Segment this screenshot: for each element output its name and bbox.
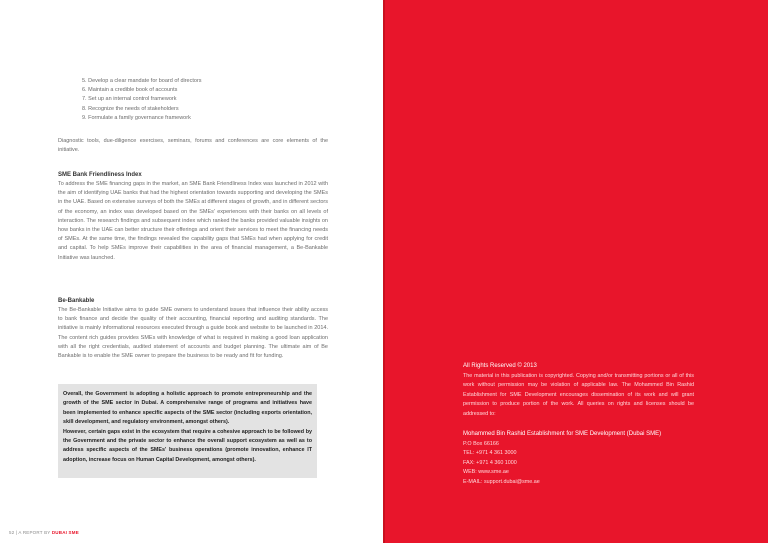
list-item: 5. Develop a clear mandate for board of directors xyxy=(82,78,202,84)
summary-paragraph-2: However, certain gaps exist in the ecosystem that require a cohesive approach to be followed by the Government and the private sector to enhance the overall support ecosystem as well as to address specific aspects of the SMEs' business operations (promote innovation, enhance IT adoption, increase focus on Human Capital Development, amongst others). xyxy=(63,428,312,463)
list-item: 9. Formulate a family governance framework xyxy=(82,114,191,121)
bank-index-heading: SME Bank Friendliness Index xyxy=(58,172,142,178)
left-page xyxy=(0,0,383,543)
contact-line: FAX: +971 4 360 1000 xyxy=(463,459,517,466)
page-footer xyxy=(9,530,79,535)
contact-org: Mohammed Bin Rashid Establishment for SME Development (Dubai SME) xyxy=(463,431,662,437)
list-item: 7. Set up an internal control framework xyxy=(82,96,177,103)
list-item: 8. Recognize the needs of stakeholders xyxy=(82,105,179,112)
summary-box xyxy=(58,384,317,478)
be-bankable-heading: Be-Bankable xyxy=(58,298,95,304)
contact-line: TEL: +971 4 361 3000 xyxy=(463,450,517,456)
page-number: 52 xyxy=(9,530,15,535)
be-bankable-section xyxy=(58,297,328,361)
contact-line: P.O Box 66166 xyxy=(463,440,499,447)
contact-section xyxy=(463,430,694,487)
bank-index-body: To address the SME financing gaps in the market, an SME Bank Friendliness Index was launched in 2012 with the aim of identifying UAE banks that had the highest orientation towards supporting and developing the SMEs in the UAE. Based on extensive surveys of both the SMEs at different stages of growth, and in different sectors of the economy, an index was developed based on the SMEs' experiences with their banks on all levels of interaction. The research findings and subsequent index which ranked the banks provided valuable insights on how banks in the UAE can better structure their offerings and orient their services to meet the financing needs of SMEs. At the same time, the findings revealed the capability gaps that SMEs had when applying for credit and capital. To help SMEs improve their capabilities in the area of financial management, a Be-Bankable Initiative was launched. xyxy=(58,181,328,261)
footer-brand: DUBAI SME xyxy=(51,530,79,535)
list-item: 6. Maintain a credible book of accounts xyxy=(82,87,178,94)
page-fold xyxy=(383,0,385,543)
rights-heading: All Rights Reserved © 2013 xyxy=(463,363,537,369)
contact-line: E-MAIL: support.dubai@sme.ae xyxy=(463,478,540,485)
contact-line: WEB: www.sme.ae xyxy=(463,469,509,475)
rights-body: The material in this publication is copyrighted. Copying and/or transmitting portions or all of this work without permission may be violation of applicable law. The Mohammed Bin Rashid Establishment for SME Development encourages dissemination of its work and will grant permission to produce portion of the work. All queries on rights and licenses should be addressed to: xyxy=(463,372,694,417)
governance-steps-list xyxy=(82,77,202,123)
be-bankable-body: The Be-Bankable Initiative aims to guide SME owners to understand issues that influence their ability access to bank finance and decide the quality of their accounting, financial reporting and auditing standards. The initiative is mainly informational resources executed through a guide book and website to be launched in 2014. The content rich guides provides SMEs with knowledge of what is required in making a good loan application with all the right credentials, audited statement of accounts and budget planning. The ultimate aim of Be Bankable is to enable the SME owner to prepare the business to be ready and fit for funding. xyxy=(58,307,328,360)
summary-paragraph-1: Overall, the Government is adopting a holistic approach to promote entrepreneurship and the growth of the SME sector in Dubai. A comprehensive range of programs and initiatives have been implemented to enhance specific aspects of the SME sector (including exports orientation, skill development, and regulatory environment, amongst others). xyxy=(63,391,312,426)
diagnostic-paragraph: Diagnostic tools, due-diligence exercises, seminars, forums and conferences are core elements of the initiative. xyxy=(58,138,328,154)
footer-report-label: | A REPORT BY xyxy=(15,530,51,535)
rights-section xyxy=(463,362,694,419)
bank-index-section xyxy=(58,171,328,263)
